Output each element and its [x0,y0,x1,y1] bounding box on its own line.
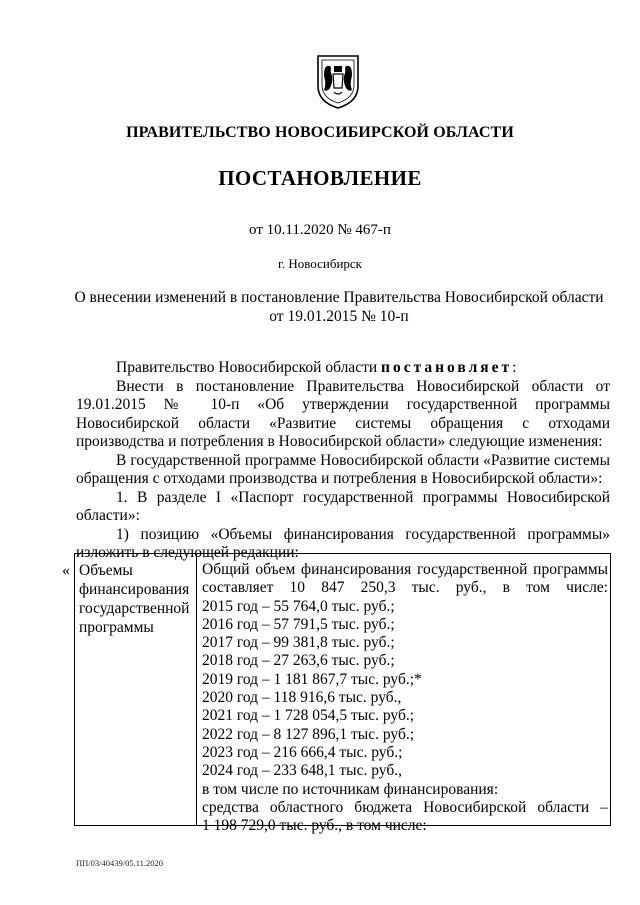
intro-prefix: Правительство Новосибирской области [116,359,382,376]
document-code: ПП/03/40439/05.11.2020 [76,858,164,868]
table-left-cell: Объемы финансирования государственной программы [79,562,190,636]
financing-total: Общий объем финансирования государственной программы составляет 10 847 250,3 тыс. руб., в том числе: [202,561,608,597]
subject-line-2: от 19.01.2015 № 10-п [269,308,409,325]
paragraph-3: 1. В разделе I «Паспорт государственной программы Новосибирской области»: [76,488,610,524]
year-row: 2017 год – 99 381,8 тыс. руб.; [202,634,395,652]
year-row: 2016 год – 57 791,5 тыс. руб.; [202,615,395,633]
paragraph-1: Внести в постановление Правительства Новосибирской области от 19.01.2015 № 10-п «Об утверждении государственной программы Новосибирской области «Развитие системы обращения с отходами производства и потребления в Новосибирской области» следующие изменения: [76,377,610,450]
regional-budget-line: средства областного бюджета Новосибирской области – [202,798,608,816]
year-row: 2022 год – 8 127 896,1 тыс. руб.; [202,725,415,743]
organization-title: ПРАВИТЕЛЬСТВО НОВОСИБИРСКОЙ ОБЛАСТИ [126,124,514,141]
sources-line: в том числе по источникам финансирования: [202,780,499,798]
regional-budget-amount: 1 198 729,0 тыс. руб., в том числе: [202,817,427,835]
document-city: г. Новосибирск [277,256,362,271]
paragraph-2: В государственной программе Новосибирской области «Развитие системы обращения с отходами производства и потребления в Новосибирской области»: [76,451,610,487]
document-type-title: ПОСТАНОВЛЕНИЕ [218,166,422,190]
year-row: 2018 год – 27 263,6 тыс. руб.; [202,652,395,670]
intro-paragraph [76,359,610,378]
year-row: 2015 год – 55 764,0 тыс. руб.; [202,597,395,615]
opening-quote: « [62,562,70,579]
document-subject [70,288,608,326]
document-body [76,359,610,563]
coat-of-arms-icon [312,52,364,110]
year-row: 2021 год – 1 728 054,5 тыс. руб.; [202,707,415,725]
table-right-cell [202,561,608,835]
year-row: 2023 год – 216 666,4 тыс. руб.; [202,743,403,761]
table-column-divider [196,554,197,825]
subject-line-1: О внесении изменений в постановление Правительства Новосибирской области [74,289,604,306]
document-date-number: от 10.11.2020 № 467-п [249,222,391,238]
intro-action: постановляет [381,359,513,376]
year-row: 2020 год – 118 916,6 тыс. руб., [202,689,402,707]
intro-suffix: : [512,359,517,376]
year-row: 2019 год – 1 181 867,7 тыс. руб.;* [202,670,422,688]
financing-table [74,553,611,835]
paragraph-4: 1) позицию «Объемы финансирования государственной программы» изложить в следующей редакции: [76,525,610,561]
year-row: 2024 год – 233 648,1 тыс. руб., [202,762,402,780]
